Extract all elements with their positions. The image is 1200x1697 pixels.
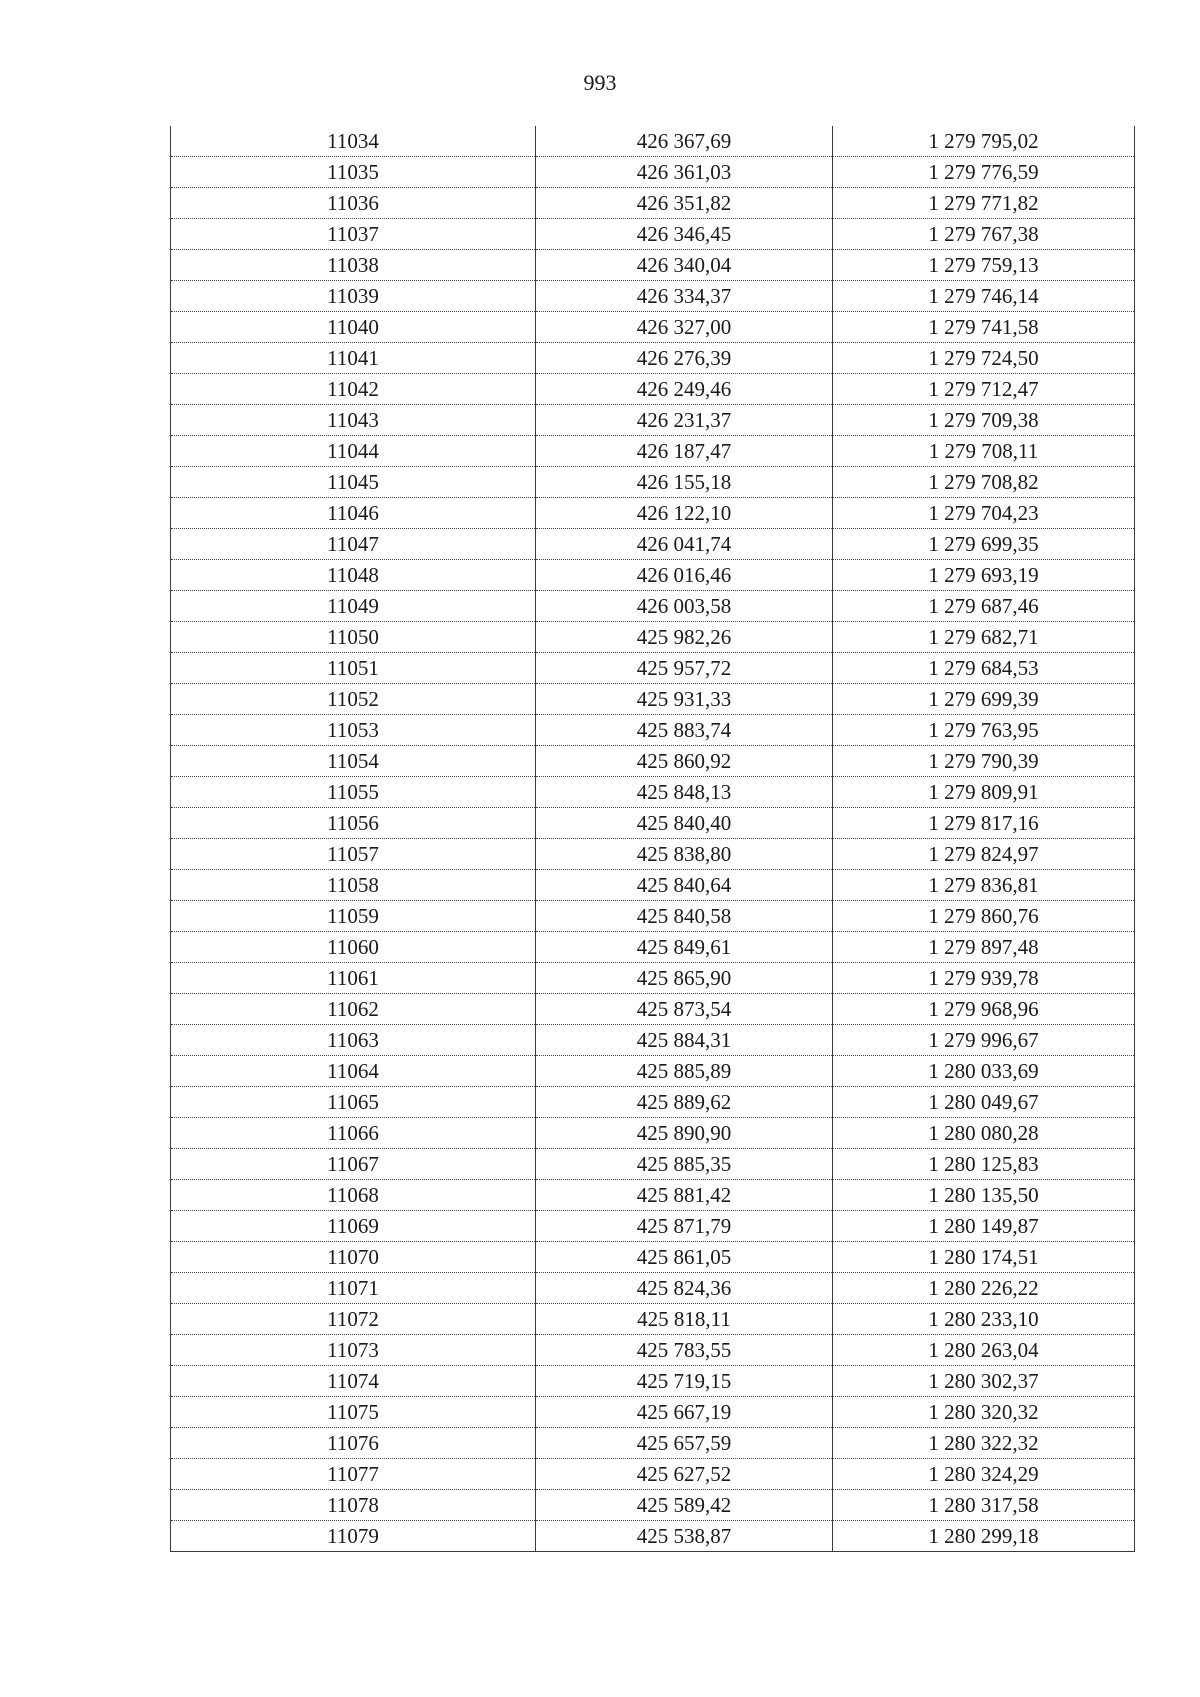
point-number-cell: 11039 [171, 281, 536, 312]
x-coordinate-cell: 425 783,55 [536, 1335, 833, 1366]
x-coordinate-cell: 426 187,47 [536, 436, 833, 467]
y-coordinate-cell: 1 280 299,18 [833, 1521, 1135, 1552]
x-coordinate-cell: 426 340,04 [536, 250, 833, 281]
point-number-cell: 11075 [171, 1397, 536, 1428]
table-row [171, 1459, 1135, 1490]
table-row [171, 188, 1135, 219]
point-number-cell: 11073 [171, 1335, 536, 1366]
y-coordinate-cell: 1 279 712,47 [833, 374, 1135, 405]
table-row [171, 1056, 1135, 1087]
table-row [171, 932, 1135, 963]
table-row [171, 343, 1135, 374]
y-coordinate-cell: 1 279 809,91 [833, 777, 1135, 808]
table-row [171, 312, 1135, 343]
x-coordinate-cell: 425 957,72 [536, 653, 833, 684]
y-coordinate-cell: 1 280 149,87 [833, 1211, 1135, 1242]
table-row [171, 963, 1135, 994]
point-number-cell: 11054 [171, 746, 536, 777]
point-number-cell: 11067 [171, 1149, 536, 1180]
point-number-cell: 11050 [171, 622, 536, 653]
x-coordinate-cell: 425 824,36 [536, 1273, 833, 1304]
x-coordinate-cell: 426 122,10 [536, 498, 833, 529]
x-coordinate-cell: 425 657,59 [536, 1428, 833, 1459]
page-number: 993 [583, 70, 617, 95]
point-number-cell: 11056 [171, 808, 536, 839]
y-coordinate-cell: 1 279 824,97 [833, 839, 1135, 870]
point-number-cell: 11051 [171, 653, 536, 684]
point-number-cell: 11038 [171, 250, 536, 281]
y-coordinate-cell: 1 279 771,82 [833, 188, 1135, 219]
y-coordinate-cell: 1 280 320,32 [833, 1397, 1135, 1428]
x-coordinate-cell: 426 361,03 [536, 157, 833, 188]
x-coordinate-cell: 425 873,54 [536, 994, 833, 1025]
table-row [171, 1490, 1135, 1521]
x-coordinate-cell: 426 346,45 [536, 219, 833, 250]
x-coordinate-cell: 426 327,00 [536, 312, 833, 343]
x-coordinate-cell: 425 818,11 [536, 1304, 833, 1335]
y-coordinate-cell: 1 280 080,28 [833, 1118, 1135, 1149]
table-row [171, 498, 1135, 529]
x-coordinate-cell: 425 890,90 [536, 1118, 833, 1149]
x-coordinate-cell: 426 249,46 [536, 374, 833, 405]
point-number-cell: 11044 [171, 436, 536, 467]
y-coordinate-cell: 1 279 996,67 [833, 1025, 1135, 1056]
x-coordinate-cell: 425 840,58 [536, 901, 833, 932]
x-coordinate-cell: 425 884,31 [536, 1025, 833, 1056]
x-coordinate-cell: 426 155,18 [536, 467, 833, 498]
table-row [171, 746, 1135, 777]
x-coordinate-cell: 426 334,37 [536, 281, 833, 312]
y-coordinate-cell: 1 280 324,29 [833, 1459, 1135, 1490]
x-coordinate-cell: 425 719,15 [536, 1366, 833, 1397]
x-coordinate-cell: 426 276,39 [536, 343, 833, 374]
x-coordinate-cell: 425 885,89 [536, 1056, 833, 1087]
y-coordinate-cell: 1 280 174,51 [833, 1242, 1135, 1273]
y-coordinate-cell: 1 279 708,82 [833, 467, 1135, 498]
y-coordinate-cell: 1 279 709,38 [833, 405, 1135, 436]
x-coordinate-cell: 425 848,13 [536, 777, 833, 808]
x-coordinate-cell: 425 589,42 [536, 1490, 833, 1521]
point-number-cell: 11079 [171, 1521, 536, 1552]
x-coordinate-cell: 425 840,40 [536, 808, 833, 839]
coordinates-table [170, 126, 1135, 1552]
point-number-cell: 11040 [171, 312, 536, 343]
point-number-cell: 11052 [171, 684, 536, 715]
x-coordinate-cell: 426 231,37 [536, 405, 833, 436]
y-coordinate-cell: 1 279 795,02 [833, 126, 1135, 157]
point-number-cell: 11037 [171, 219, 536, 250]
y-coordinate-cell: 1 279 708,11 [833, 436, 1135, 467]
y-coordinate-cell: 1 280 226,22 [833, 1273, 1135, 1304]
point-number-cell: 11049 [171, 591, 536, 622]
table-row [171, 1211, 1135, 1242]
x-coordinate-cell: 425 838,80 [536, 839, 833, 870]
point-number-cell: 11046 [171, 498, 536, 529]
point-number-cell: 11041 [171, 343, 536, 374]
table-row [171, 1273, 1135, 1304]
x-coordinate-cell: 426 003,58 [536, 591, 833, 622]
table-row [171, 1397, 1135, 1428]
table-row [171, 684, 1135, 715]
y-coordinate-cell: 1 279 741,58 [833, 312, 1135, 343]
x-coordinate-cell: 425 883,74 [536, 715, 833, 746]
table-row [171, 870, 1135, 901]
table-row [171, 467, 1135, 498]
table-row [171, 436, 1135, 467]
x-coordinate-cell: 425 871,79 [536, 1211, 833, 1242]
y-coordinate-cell: 1 280 049,67 [833, 1087, 1135, 1118]
y-coordinate-cell: 1 279 968,96 [833, 994, 1135, 1025]
table-row [171, 1428, 1135, 1459]
point-number-cell: 11059 [171, 901, 536, 932]
x-coordinate-cell: 425 860,92 [536, 746, 833, 777]
table-row [171, 1180, 1135, 1211]
point-number-cell: 11055 [171, 777, 536, 808]
table-row [171, 622, 1135, 653]
y-coordinate-cell: 1 279 759,13 [833, 250, 1135, 281]
y-coordinate-cell: 1 280 302,37 [833, 1366, 1135, 1397]
point-number-cell: 11060 [171, 932, 536, 963]
point-number-cell: 11074 [171, 1366, 536, 1397]
table-row [171, 1149, 1135, 1180]
point-number-cell: 11057 [171, 839, 536, 870]
y-coordinate-cell: 1 279 699,35 [833, 529, 1135, 560]
x-coordinate-cell: 426 367,69 [536, 126, 833, 157]
x-coordinate-cell: 425 861,05 [536, 1242, 833, 1273]
y-coordinate-cell: 1 279 687,46 [833, 591, 1135, 622]
point-number-cell: 11061 [171, 963, 536, 994]
point-number-cell: 11066 [171, 1118, 536, 1149]
table-row [171, 1521, 1135, 1552]
point-number-cell: 11077 [171, 1459, 536, 1490]
point-number-cell: 11070 [171, 1242, 536, 1273]
x-coordinate-cell: 426 016,46 [536, 560, 833, 591]
x-coordinate-cell: 425 931,33 [536, 684, 833, 715]
y-coordinate-cell: 1 279 897,48 [833, 932, 1135, 963]
y-coordinate-cell: 1 279 704,23 [833, 498, 1135, 529]
y-coordinate-cell: 1 279 939,78 [833, 963, 1135, 994]
y-coordinate-cell: 1 279 776,59 [833, 157, 1135, 188]
x-coordinate-cell: 425 840,64 [536, 870, 833, 901]
y-coordinate-cell: 1 279 836,81 [833, 870, 1135, 901]
point-number-cell: 11064 [171, 1056, 536, 1087]
point-number-cell: 11071 [171, 1273, 536, 1304]
table-row [171, 901, 1135, 932]
point-number-cell: 11062 [171, 994, 536, 1025]
x-coordinate-cell: 425 889,62 [536, 1087, 833, 1118]
table-row [171, 374, 1135, 405]
x-coordinate-cell: 425 865,90 [536, 963, 833, 994]
x-coordinate-cell: 425 885,35 [536, 1149, 833, 1180]
table-row [171, 839, 1135, 870]
table-row [171, 1366, 1135, 1397]
x-coordinate-cell: 425 627,52 [536, 1459, 833, 1490]
y-coordinate-cell: 1 279 817,16 [833, 808, 1135, 839]
point-number-cell: 11034 [171, 126, 536, 157]
coordinates-table-body [171, 126, 1135, 1552]
y-coordinate-cell: 1 279 724,50 [833, 343, 1135, 374]
x-coordinate-cell: 425 982,26 [536, 622, 833, 653]
table-row [171, 405, 1135, 436]
x-coordinate-cell: 426 351,82 [536, 188, 833, 219]
table-row [171, 1304, 1135, 1335]
x-coordinate-cell: 425 849,61 [536, 932, 833, 963]
table-row [171, 126, 1135, 157]
table-row [171, 560, 1135, 591]
y-coordinate-cell: 1 280 033,69 [833, 1056, 1135, 1087]
point-number-cell: 11065 [171, 1087, 536, 1118]
y-coordinate-cell: 1 280 135,50 [833, 1180, 1135, 1211]
y-coordinate-cell: 1 280 317,58 [833, 1490, 1135, 1521]
table-row [171, 591, 1135, 622]
table-row [171, 1242, 1135, 1273]
x-coordinate-cell: 425 667,19 [536, 1397, 833, 1428]
y-coordinate-cell: 1 279 746,14 [833, 281, 1135, 312]
point-number-cell: 11078 [171, 1490, 536, 1521]
y-coordinate-cell: 1 279 860,76 [833, 901, 1135, 932]
y-coordinate-cell: 1 280 322,32 [833, 1428, 1135, 1459]
x-coordinate-cell: 425 881,42 [536, 1180, 833, 1211]
y-coordinate-cell: 1 279 699,39 [833, 684, 1135, 715]
table-row [171, 1087, 1135, 1118]
table-row [171, 1025, 1135, 1056]
y-coordinate-cell: 1 280 233,10 [833, 1304, 1135, 1335]
point-number-cell: 11068 [171, 1180, 536, 1211]
table-row [171, 157, 1135, 188]
point-number-cell: 11053 [171, 715, 536, 746]
table-row [171, 994, 1135, 1025]
table-row [171, 715, 1135, 746]
table-row [171, 1118, 1135, 1149]
point-number-cell: 11069 [171, 1211, 536, 1242]
table-row [171, 281, 1135, 312]
y-coordinate-cell: 1 280 263,04 [833, 1335, 1135, 1366]
y-coordinate-cell: 1 279 693,19 [833, 560, 1135, 591]
y-coordinate-cell: 1 279 790,39 [833, 746, 1135, 777]
table-row [171, 653, 1135, 684]
y-coordinate-cell: 1 279 767,38 [833, 219, 1135, 250]
x-coordinate-cell: 425 538,87 [536, 1521, 833, 1552]
table-row [171, 529, 1135, 560]
x-coordinate-cell: 426 041,74 [536, 529, 833, 560]
point-number-cell: 11036 [171, 188, 536, 219]
y-coordinate-cell: 1 279 682,71 [833, 622, 1135, 653]
point-number-cell: 11063 [171, 1025, 536, 1056]
table-row [171, 250, 1135, 281]
point-number-cell: 11048 [171, 560, 536, 591]
point-number-cell: 11045 [171, 467, 536, 498]
point-number-cell: 11072 [171, 1304, 536, 1335]
point-number-cell: 11042 [171, 374, 536, 405]
table-row [171, 1335, 1135, 1366]
point-number-cell: 11043 [171, 405, 536, 436]
point-number-cell: 11058 [171, 870, 536, 901]
point-number-cell: 11035 [171, 157, 536, 188]
table-row [171, 219, 1135, 250]
y-coordinate-cell: 1 279 684,53 [833, 653, 1135, 684]
table-row [171, 777, 1135, 808]
table-row [171, 808, 1135, 839]
y-coordinate-cell: 1 279 763,95 [833, 715, 1135, 746]
point-number-cell: 11076 [171, 1428, 536, 1459]
y-coordinate-cell: 1 280 125,83 [833, 1149, 1135, 1180]
point-number-cell: 11047 [171, 529, 536, 560]
